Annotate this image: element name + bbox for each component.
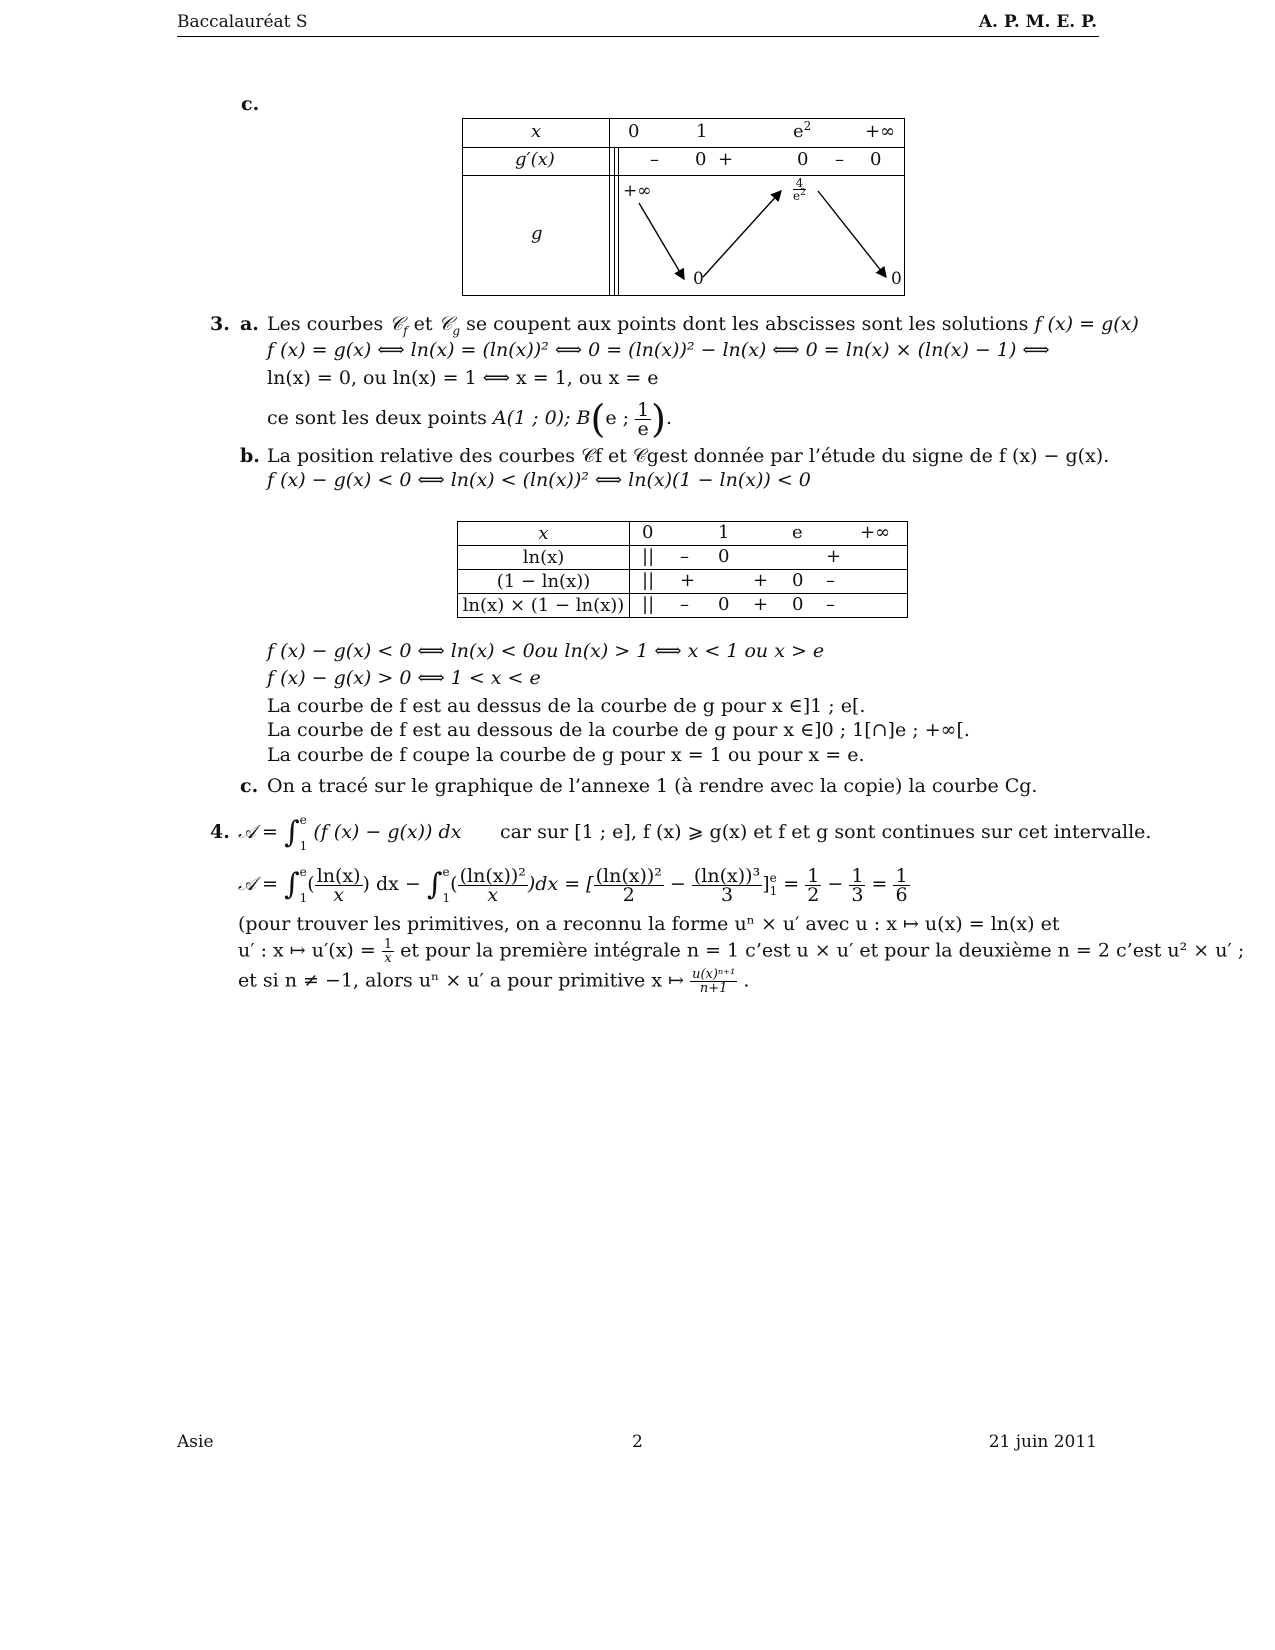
vt-gprime-label: g′(x) [515, 149, 555, 170]
vt-g-min: 0 [693, 269, 704, 289]
q3-a-line2: f (x) = g(x) ⟺ ln(x) = (ln(x))² ⟺ 0 = (ln(x))² − ln(x) ⟺ 0 = ln(x) × (ln(x) − 1) ⟺ [267, 339, 1050, 361]
vt-sign-5: 0 [870, 149, 882, 170]
q3-b-line7: La courbe de f coupe la courbe de g pour x = 1 ou pour x = e. [267, 744, 865, 766]
part-c-label: c. [241, 93, 260, 115]
q3-a-line4: ce sont les deux points A(1 ; 0); B(e ; $\frac{1}{e}$ ). [267, 397, 673, 441]
q4-num: 4. [210, 821, 230, 843]
st-r1-values: || – 0 + [630, 546, 908, 570]
q4-line4: u′ : x ↦ u′(x) = $\frac{1}{x}$ et pour la première intégrale n = 1 c’est u × u′ et pour la deuxième n = 2 c’est u² × u′ ; [238, 937, 1245, 966]
arrow-down-1 [639, 203, 684, 279]
q3-b-line1: La position relative des courbes 𝒞f et 𝒞gest donnée par l’étude du signe de f (x) − g(x). [267, 445, 1110, 467]
arrow-down-2 [818, 191, 886, 277]
variation-table [462, 118, 905, 296]
footer-left: Asie [177, 1432, 214, 1452]
st-r3-values: || – 0 + 0 – [630, 594, 908, 618]
header-rule [177, 36, 1099, 37]
vt-x0: 0 [628, 121, 640, 142]
header-right: A. P. M. E. P. [978, 12, 1097, 32]
st-h-x: x [458, 522, 630, 546]
st-h-values: 0 1 e +∞ [630, 522, 908, 546]
vt-xinf: +∞ [865, 121, 896, 142]
q3-a-line3: ln(x) = 0, ou ln(x) = 1 ⟺ x = 1, ou x = e [267, 367, 659, 389]
q3-b-line5: La courbe de f est au dessus de la courbe de g pour x ∈]1 ; e[. [267, 695, 866, 717]
vt-sign-1: 0 [695, 149, 707, 170]
vt-xe2: $e^2$ [793, 119, 812, 142]
q3-a-line1: Les courbes 𝒞$_f$ et 𝒞$_g$ se coupent aux points dont les abscisses sont les solutions f (x) = g(x) [267, 313, 1139, 338]
vt-arrows [463, 119, 904, 295]
vt-sign-2: + [718, 149, 734, 170]
q4-line1: 𝒜 = ∫ e 1 (f (x) − g(x)) dx [238, 813, 462, 853]
q4-line2: 𝒜 = ∫ e 1 ( $\frac{\ln(x)}{x}$ ) dx − ∫ e 1 ( $\frac{\text{(ln(x))²}}{x}$ )dx = [ $\frac{\text{(ln(x))²}}{2}$ − $\frac{\text{(ln(x))³}}{3}$ ] e 1 = $\frac{1}{2}$ − $\frac{1}{3}$ = $\frac{1}{6}$ [238, 864, 908, 906]
q3-c-label: c. [240, 775, 259, 797]
st-r1-label: ln(x) [458, 546, 630, 570]
vt-sign-3: 0 [797, 149, 809, 170]
q4-line5: et si n ≠ −1, alors uⁿ × u′ a pour primitive x ↦ $\frac{\text{u(x)ⁿ⁺¹}}{n+1}$ . [238, 967, 750, 996]
q3-b-line2: f (x) − g(x) < 0 ⟺ ln(x) < (ln(x))² ⟺ ln(x)(1 − ln(x)) < 0 [267, 469, 811, 491]
q3-a-label: a. [240, 313, 259, 335]
vt-g-end: 0 [891, 269, 902, 289]
q3-num: 3. [210, 313, 230, 335]
q3-c-line: On a tracé sur le graphique de l’annexe 1 (à rendre avec la copie) la courbe Cg. [267, 775, 1038, 797]
vt-x1: 1 [696, 121, 708, 142]
arrow-up [703, 191, 781, 277]
st-r3-label: ln(x) × (1 − ln(x)) [458, 594, 630, 618]
q4-line3: (pour trouver les primitives, on a reconnu la forme uⁿ × u′ avec u : x ↦ u(x) = ln(x) et [238, 913, 1060, 935]
q4-line1-right: car sur [1 ; e], f (x) ⩾ g(x) et f et g sont continues sur cet intervalle. [500, 821, 1152, 843]
footer-right: 21 juin 2011 [988, 1432, 1097, 1452]
q3-b-line3: f (x) − g(x) < 0 ⟺ ln(x) < 0ou ln(x) > 1 ⟺ x < 1 ou x > e [267, 640, 825, 662]
q3-b-line4: f (x) − g(x) > 0 ⟺ 1 < x < e [267, 667, 541, 689]
sign-table [457, 521, 908, 618]
st-r2-label: (1 − ln(x)) [458, 570, 630, 594]
footer-page-number: 2 [632, 1432, 643, 1452]
vt-x-label: x [531, 121, 542, 142]
vt-g-label: g [531, 223, 543, 244]
q3-b-label: b. [240, 445, 260, 467]
vt-sign-4: – [835, 149, 844, 170]
header-left: Baccalauréat S [177, 12, 308, 32]
vt-sign-0: – [650, 149, 659, 170]
vt-g-start: +∞ [623, 181, 652, 201]
q3-b-line6: La courbe de f est au dessous de la courbe de g pour x ∈]0 ; 1[∩]e ; +∞[. [267, 719, 970, 741]
st-r2-values: || + + 0 – [630, 570, 908, 594]
vt-g-max: 4 $e^2$ [793, 176, 806, 203]
